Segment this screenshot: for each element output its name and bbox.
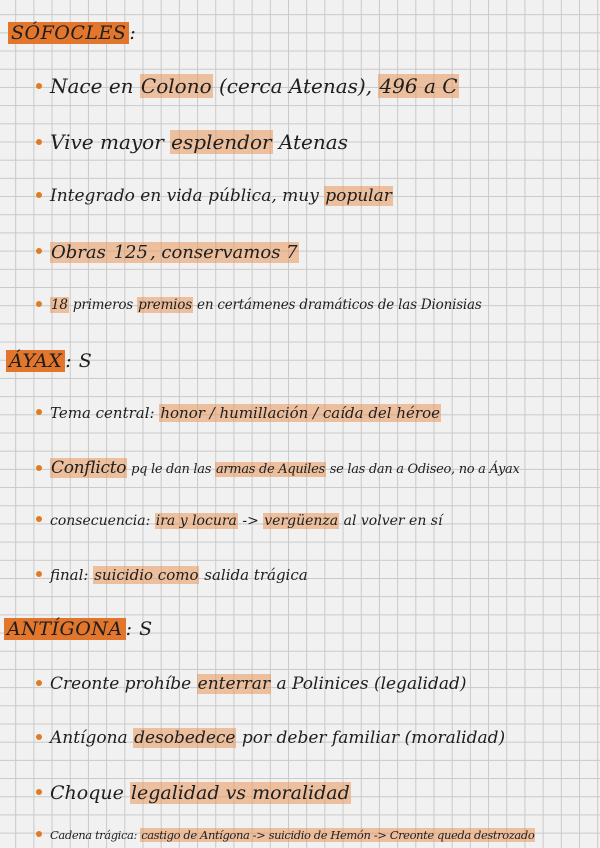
list-item: Cadena trágica: castigo de Antígona -> suicidio de Hemón -> Creonte queda destrozado [36,830,535,842]
section-heading-sofocles: SÓFOCLES : [8,22,136,44]
bullet-dot [36,680,42,686]
list-item: Vive mayor esplendor Atenas [36,132,348,152]
list-item: Nace en Colono (cerca Atenas), 496 a C [36,76,459,96]
section-heading-antigona: ANTÍGONA : S [4,618,153,640]
list-item: Choque legalidad vs moralidad [36,784,351,803]
section-heading-ayax: ÁYAX : S [6,350,92,372]
bullet-dot [36,192,42,198]
list-item: 18 primeros premios en certámenes dramáticos de las Dionisias [36,299,482,313]
bullet-dot [36,465,42,471]
bullet-dot [36,516,42,522]
bullet-dot [36,734,42,740]
list-item: consecuencia: ira y locura -> vergüenza al volver en sí [36,514,442,528]
bullet-dot [36,83,42,89]
list-item: Conflicto pq le dan las armas de Aquiles se las dan a Odiseo, no a Áyax [36,460,520,477]
bullet-dot [36,248,42,254]
list-item: Antígona desobedece por deber familiar (moralidad) [36,730,505,747]
section-title: ÁYAX [6,350,65,372]
list-item: final: suicidio como salida trágica [36,568,308,583]
bullet-dot [36,301,42,307]
list-item: Obras 125 , conservamos 7 [36,244,299,262]
bullet-dot [36,409,42,415]
bullet-dot [36,789,42,795]
list-item: Integrado en vida pública, muy popular [36,188,393,205]
list-item: Tema central: honor / humillación / caída del héroe [36,406,441,421]
bullet-dot [36,139,42,145]
section-title: SÓFOCLES [8,22,129,44]
section-title: ANTÍGONA [4,618,126,640]
bullet-dot [36,571,42,577]
list-item: Creonte prohíbe enterrar a Polinices (legalidad) [36,676,467,693]
bullet-dot [36,831,42,837]
